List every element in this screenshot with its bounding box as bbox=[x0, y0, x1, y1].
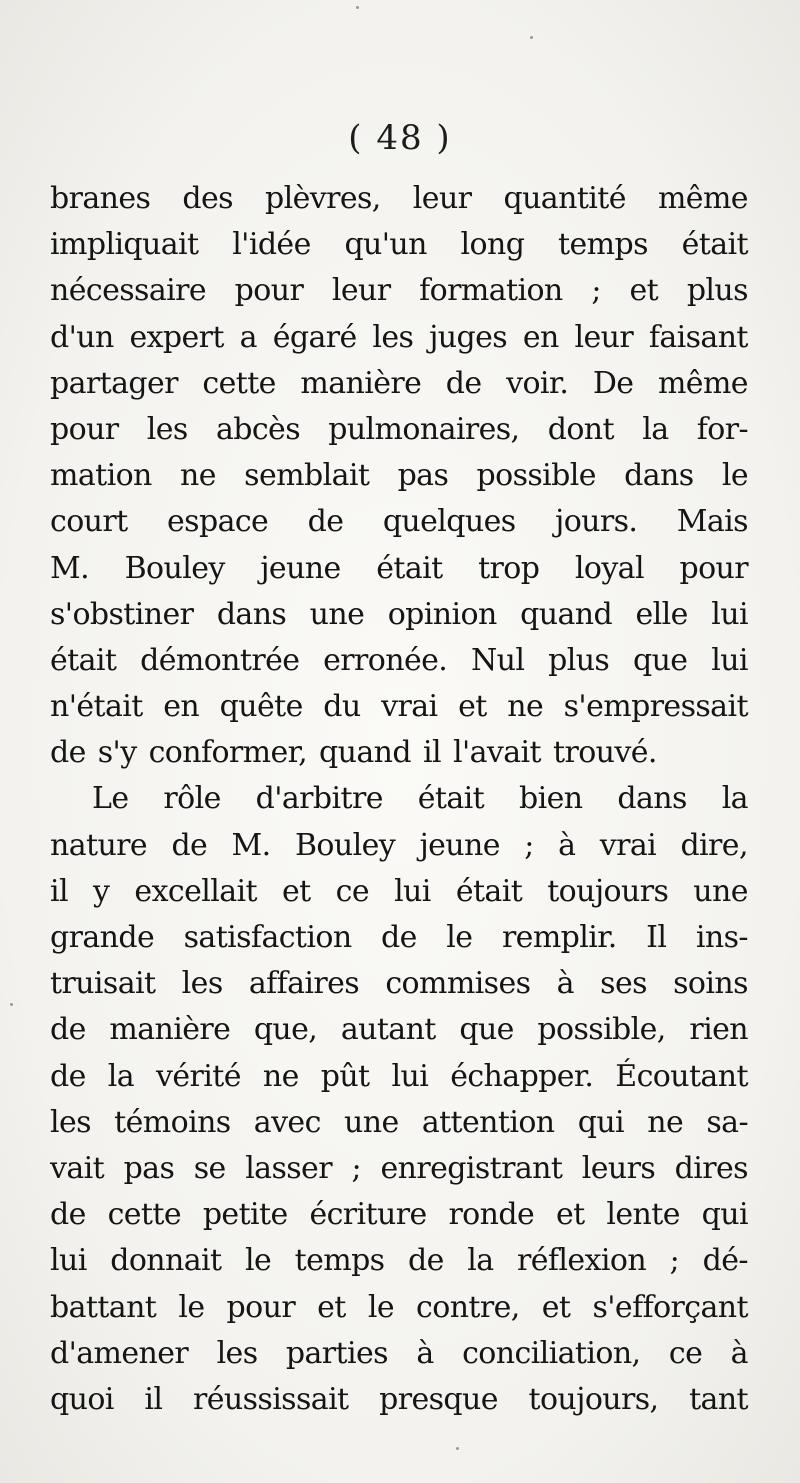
word: dans bbox=[617, 781, 687, 817]
word: autant bbox=[340, 1012, 436, 1048]
word: De bbox=[592, 365, 634, 401]
word: était bbox=[417, 781, 485, 817]
text-line bbox=[50, 823, 748, 869]
text-line bbox=[50, 176, 748, 222]
word: M. bbox=[231, 827, 271, 863]
word: M. bbox=[50, 550, 90, 586]
word: Écoutant bbox=[615, 1058, 748, 1094]
word: dires bbox=[674, 1150, 748, 1186]
word: que, bbox=[253, 1012, 318, 1048]
word: cette bbox=[202, 365, 276, 401]
word: opinion bbox=[387, 596, 497, 632]
word: Bouley bbox=[294, 827, 396, 863]
print-speck bbox=[356, 6, 359, 9]
word: jours. bbox=[555, 504, 638, 540]
word: réussissait bbox=[192, 1381, 349, 1417]
word: pas bbox=[397, 458, 449, 494]
word: nature bbox=[50, 827, 148, 863]
word: d'arbitre bbox=[255, 781, 383, 817]
word: leurs bbox=[581, 1150, 656, 1186]
word: lui bbox=[711, 596, 748, 632]
word: le bbox=[446, 920, 473, 955]
word: dans bbox=[216, 596, 287, 632]
word: il bbox=[422, 735, 441, 771]
word: il bbox=[144, 1381, 163, 1417]
word: les bbox=[50, 1104, 91, 1140]
word: ; bbox=[669, 1243, 680, 1279]
word: nécessaire bbox=[50, 273, 206, 309]
text-line bbox=[50, 1100, 748, 1146]
word: presque bbox=[379, 1381, 498, 1417]
word: satisfaction bbox=[183, 920, 352, 955]
word: voir. bbox=[506, 365, 569, 401]
word: toujours, bbox=[528, 1381, 659, 1417]
text-line bbox=[50, 592, 748, 638]
word: à bbox=[416, 1335, 434, 1371]
word: les bbox=[372, 319, 414, 355]
word: les bbox=[146, 411, 188, 447]
word: parties bbox=[285, 1335, 388, 1371]
word: dans bbox=[624, 458, 694, 494]
word: d'un bbox=[50, 319, 114, 355]
word: plèvres, bbox=[265, 181, 381, 216]
text-line bbox=[50, 453, 748, 499]
word: pour bbox=[50, 411, 119, 447]
word: temps bbox=[558, 227, 648, 263]
word: même bbox=[657, 365, 748, 401]
word: tant bbox=[689, 1381, 748, 1417]
word: formation bbox=[419, 273, 563, 309]
text-line bbox=[50, 268, 748, 314]
word: le bbox=[367, 1289, 394, 1325]
print-speck bbox=[10, 1003, 13, 1006]
word: truisait bbox=[50, 966, 156, 1002]
word: for- bbox=[696, 411, 748, 447]
word: qui bbox=[577, 1104, 625, 1140]
text-line bbox=[50, 730, 748, 776]
word: soins bbox=[673, 966, 748, 1002]
word: partager bbox=[50, 365, 178, 401]
word: écriture bbox=[309, 1197, 427, 1233]
word: les bbox=[181, 966, 223, 1002]
word: et bbox=[555, 1197, 585, 1233]
word: en bbox=[522, 319, 559, 355]
text-line bbox=[50, 361, 748, 407]
word: de bbox=[50, 735, 86, 771]
word: à bbox=[730, 1335, 748, 1371]
word: de bbox=[445, 365, 482, 401]
word: l'avait bbox=[452, 735, 541, 771]
word: cette bbox=[107, 1197, 181, 1233]
text-line bbox=[50, 1054, 748, 1100]
text-line bbox=[50, 684, 748, 730]
word: excellait bbox=[134, 873, 257, 909]
word: pas bbox=[123, 1150, 175, 1186]
text-line bbox=[50, 915, 748, 961]
word: s'empressait bbox=[563, 689, 748, 725]
word: et bbox=[317, 1289, 346, 1325]
word: expert bbox=[129, 319, 224, 355]
word: trouvé. bbox=[553, 735, 657, 771]
word: était bbox=[455, 873, 523, 909]
word: possible bbox=[476, 458, 596, 494]
text-line bbox=[50, 1146, 748, 1192]
word: attention bbox=[421, 1104, 555, 1140]
word: le bbox=[178, 1289, 205, 1325]
word: démontrée bbox=[140, 642, 300, 678]
print-speck bbox=[456, 1447, 459, 1450]
word: de bbox=[307, 504, 344, 540]
word: bien bbox=[519, 781, 583, 817]
text-line bbox=[50, 638, 748, 684]
word: de bbox=[171, 827, 208, 863]
text-line bbox=[50, 1238, 748, 1284]
word: pour bbox=[234, 273, 304, 309]
word: espace bbox=[167, 504, 269, 540]
word: a bbox=[239, 319, 257, 355]
word: était bbox=[50, 642, 117, 678]
text-line bbox=[50, 776, 748, 822]
word: avec bbox=[253, 1104, 321, 1140]
word: de bbox=[381, 920, 417, 955]
word: contre, bbox=[416, 1289, 520, 1325]
word: vrai bbox=[599, 827, 657, 863]
word: pût bbox=[320, 1058, 370, 1094]
word: lasser bbox=[245, 1150, 332, 1186]
word: affaires bbox=[248, 966, 360, 1002]
word: ne bbox=[647, 1104, 684, 1140]
word: ; bbox=[351, 1150, 361, 1186]
word: la bbox=[642, 411, 669, 447]
word: égaré bbox=[272, 319, 357, 355]
word: s'y bbox=[97, 735, 137, 771]
word: temps bbox=[294, 1243, 385, 1279]
word: échapper. bbox=[450, 1058, 594, 1094]
word: lui bbox=[711, 642, 748, 678]
word: le bbox=[244, 1243, 272, 1279]
word: lui bbox=[391, 1058, 429, 1094]
text-line bbox=[50, 1331, 748, 1377]
word: quête bbox=[219, 689, 303, 725]
word: long bbox=[460, 227, 525, 263]
word: l'idée bbox=[232, 227, 311, 263]
text-line bbox=[50, 869, 748, 915]
word: que bbox=[632, 642, 688, 678]
text-line bbox=[50, 1377, 748, 1423]
word: leur bbox=[412, 181, 472, 216]
word: semblait bbox=[244, 458, 370, 494]
word: manière bbox=[109, 1012, 231, 1048]
word: le bbox=[721, 458, 748, 494]
word: dé- bbox=[702, 1243, 748, 1279]
word: quoi bbox=[50, 1381, 114, 1417]
word: la bbox=[721, 781, 748, 817]
word: elle bbox=[635, 596, 688, 632]
word: s'obstiner bbox=[50, 596, 194, 632]
word: de bbox=[407, 1243, 444, 1279]
word: qu'un bbox=[344, 227, 427, 263]
word: n'était bbox=[50, 689, 143, 725]
word: sa- bbox=[706, 1104, 748, 1140]
word: ; bbox=[524, 827, 534, 863]
word: du bbox=[323, 689, 361, 725]
word: quand bbox=[520, 596, 613, 632]
word: que bbox=[459, 1012, 514, 1048]
word: plus bbox=[548, 642, 610, 678]
word: rôle bbox=[163, 781, 221, 817]
word: et bbox=[458, 689, 487, 725]
text-line bbox=[50, 1285, 748, 1331]
word: y bbox=[93, 873, 110, 909]
text-line bbox=[50, 1192, 748, 1238]
word: de bbox=[50, 1012, 86, 1048]
word: dont bbox=[547, 411, 614, 447]
word: et bbox=[541, 1289, 571, 1325]
word: erronée. bbox=[323, 642, 448, 678]
word: témoins bbox=[114, 1104, 231, 1140]
word: pour bbox=[226, 1289, 296, 1325]
word: ce bbox=[668, 1335, 703, 1371]
word: dire, bbox=[680, 827, 748, 863]
word: qui bbox=[701, 1197, 748, 1233]
word: Mais bbox=[676, 504, 748, 540]
word: ronde bbox=[448, 1197, 535, 1233]
word: était bbox=[681, 227, 748, 263]
word: grande bbox=[50, 920, 155, 955]
word: la bbox=[107, 1058, 135, 1094]
word: des bbox=[182, 181, 233, 216]
word: lui bbox=[50, 1243, 87, 1279]
text-line bbox=[50, 407, 748, 453]
word: une bbox=[693, 873, 748, 909]
word: réflexion bbox=[517, 1243, 647, 1279]
text-line bbox=[50, 546, 748, 592]
word: Bouley bbox=[124, 550, 225, 586]
word: ne bbox=[180, 458, 216, 494]
word: ce bbox=[335, 873, 370, 909]
word: leur bbox=[574, 319, 634, 355]
word: toujours bbox=[547, 873, 669, 909]
word: plus bbox=[686, 273, 748, 309]
word: ins- bbox=[695, 920, 748, 955]
word: quelques bbox=[382, 504, 516, 540]
word: de bbox=[50, 1197, 86, 1233]
word: vérité bbox=[156, 1058, 241, 1094]
word: pulmonaires, bbox=[328, 411, 520, 447]
word: les bbox=[216, 1335, 258, 1371]
word: Il bbox=[646, 920, 667, 955]
word: possible, bbox=[537, 1012, 666, 1048]
word: mation bbox=[50, 458, 152, 494]
word: remplir. bbox=[501, 920, 617, 955]
word: vrai bbox=[381, 689, 438, 725]
word: court bbox=[50, 504, 128, 540]
word: d'amener bbox=[50, 1335, 189, 1371]
word: leur bbox=[331, 273, 391, 309]
word: conformer, bbox=[148, 735, 308, 771]
text-line bbox=[50, 499, 748, 545]
word: ne bbox=[262, 1058, 299, 1094]
word: branes bbox=[50, 181, 151, 216]
text-line bbox=[50, 961, 748, 1007]
word: lui bbox=[394, 873, 431, 909]
word: se bbox=[193, 1150, 226, 1186]
body-text bbox=[50, 176, 748, 1423]
word: quand bbox=[319, 735, 411, 771]
word: de bbox=[50, 1058, 86, 1094]
word: enregistrant bbox=[380, 1150, 563, 1186]
print-speck bbox=[530, 36, 533, 39]
word: impliquait bbox=[50, 227, 199, 263]
word: à bbox=[556, 966, 574, 1002]
word: jeune bbox=[419, 827, 500, 863]
text-line bbox=[50, 1007, 748, 1053]
word: trop bbox=[478, 550, 540, 586]
word: ne bbox=[507, 689, 544, 725]
word: et bbox=[629, 273, 659, 309]
word: ; bbox=[591, 273, 601, 309]
word: ses bbox=[600, 966, 647, 1002]
word: vait bbox=[50, 1150, 105, 1186]
word: en bbox=[163, 689, 200, 725]
word: petite bbox=[202, 1197, 288, 1233]
word: quantité bbox=[503, 181, 626, 216]
word: Nul bbox=[470, 642, 525, 678]
word: rien bbox=[689, 1012, 748, 1048]
word: donnait bbox=[110, 1243, 222, 1279]
word: manière bbox=[300, 365, 422, 401]
word: et bbox=[282, 873, 311, 909]
text-line bbox=[50, 222, 748, 268]
word: une bbox=[344, 1104, 399, 1140]
word: commises bbox=[385, 966, 531, 1002]
word: lente bbox=[606, 1197, 680, 1233]
word: pour bbox=[679, 550, 748, 586]
word: jeune bbox=[260, 550, 341, 586]
word: faisant bbox=[648, 319, 748, 355]
word: conciliation, bbox=[462, 1335, 641, 1371]
word: il bbox=[50, 873, 68, 909]
word: une bbox=[309, 596, 365, 632]
word: battant bbox=[50, 1289, 157, 1325]
word: loyal bbox=[574, 550, 644, 586]
page-number: ( 48 ) bbox=[348, 118, 452, 158]
word: à bbox=[558, 827, 576, 863]
text-line bbox=[50, 315, 748, 361]
word: juges bbox=[429, 319, 508, 355]
word: s'efforçant bbox=[592, 1289, 748, 1325]
word: abcès bbox=[215, 411, 300, 447]
word: même bbox=[657, 181, 748, 216]
word: était bbox=[376, 550, 443, 586]
word: Le bbox=[92, 781, 129, 817]
word: la bbox=[467, 1243, 494, 1279]
